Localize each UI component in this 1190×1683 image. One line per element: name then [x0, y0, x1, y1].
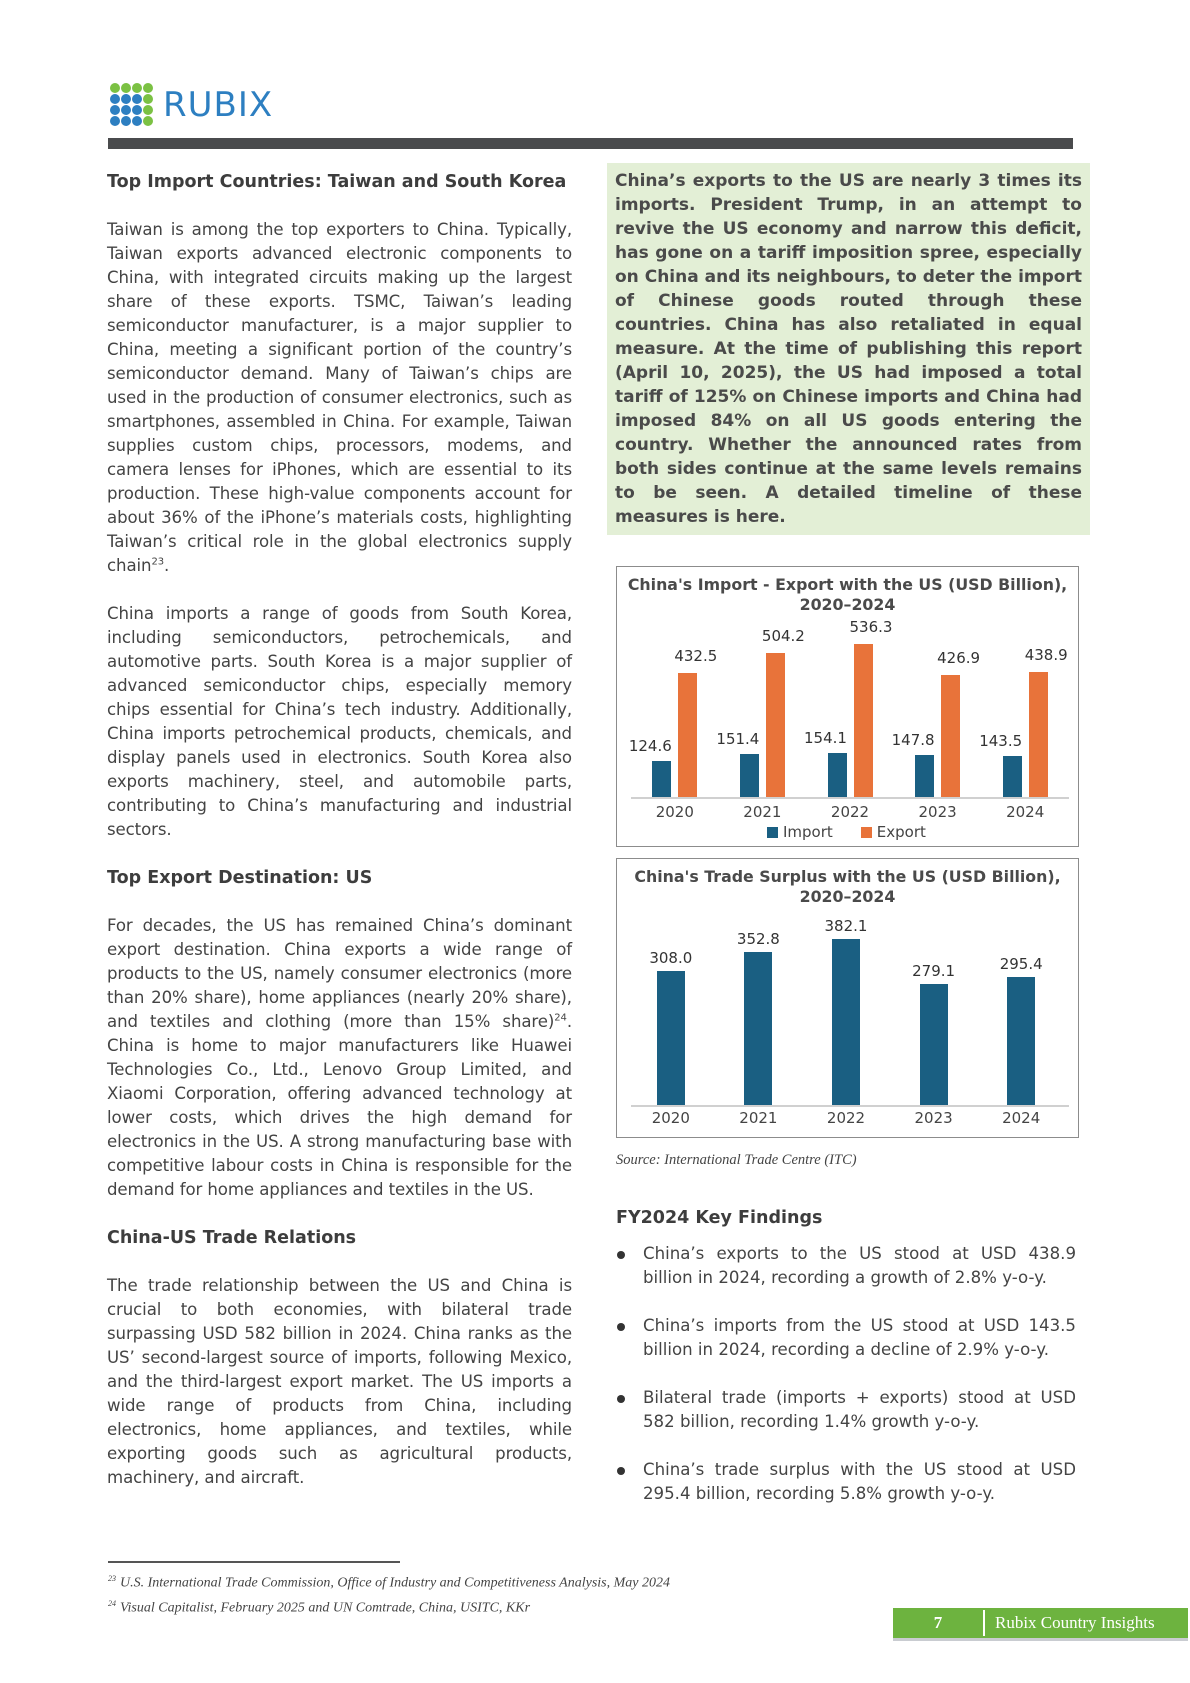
key-findings-heading: FY2024 Key Findings — [616, 1208, 823, 1228]
logo-dot — [132, 116, 142, 126]
footnote-text: Visual Capitalist, February 2025 and UN Comtrade, China, USITC, KKr — [120, 1600, 531, 1616]
data-label: 432.5 — [674, 647, 718, 666]
logo-dot — [110, 105, 120, 115]
data-label: 124.6 — [628, 737, 672, 756]
bar-export-2024 — [1029, 672, 1048, 797]
heading-top-export-destination: Top Export Destination: US — [107, 868, 373, 888]
paragraph-us-export — [107, 914, 572, 1202]
footnote-number: 23 — [108, 1574, 116, 1583]
chart-title-line2: 2020–2024 — [799, 887, 896, 906]
finding-text: Bilateral trade (imports + exports) stood at USD 582 billion, recording 1.4% growth y-o-y. — [643, 1388, 1076, 1431]
legend-swatch-import-icon — [767, 827, 778, 838]
chart-title-line1: China's Import - Export with the US (USD Billion), — [627, 575, 1068, 594]
x-axis-label: 2024 — [1002, 1109, 1041, 1127]
legend-label-export: Export — [876, 823, 926, 841]
chart-plot-area — [628, 617, 1069, 821]
bar-import-2021 — [740, 754, 759, 797]
bar-surplus-2023 — [920, 984, 948, 1105]
bar-export-2023 — [941, 675, 960, 797]
logo-dot — [143, 83, 153, 93]
list-item — [616, 1242, 1076, 1290]
data-label: 308.0 — [649, 949, 693, 968]
finding-text: China’s trade surplus with the US stood at USD 295.4 billion, recording 5.8% growth y-o-y. — [643, 1460, 1076, 1503]
key-findings-list — [616, 1242, 1076, 1530]
left-column — [107, 170, 572, 1514]
bar-surplus-2021 — [744, 952, 772, 1105]
chart-baseline — [631, 797, 1069, 799]
bullet-icon — [617, 1467, 625, 1475]
x-axis-label: 2023 — [914, 1109, 953, 1127]
footnote-ref-24[interactable]: 24 — [554, 1012, 567, 1024]
data-label: 426.9 — [937, 649, 981, 668]
bar-import-2024 — [1003, 756, 1022, 797]
logo-dot — [143, 105, 153, 115]
finding-text: China’s exports to the US stood at USD 438.9 billion in 2024, recording a growth of 2.8% y-o-y. — [643, 1244, 1076, 1287]
list-item — [616, 1386, 1076, 1434]
trade-surplus-chart — [616, 858, 1079, 1138]
bar-surplus-2020 — [657, 971, 685, 1105]
footnote-ref-23[interactable]: 23 — [151, 556, 164, 568]
logo-dot — [121, 94, 131, 104]
bullet-icon — [617, 1395, 625, 1403]
logo-dot — [121, 105, 131, 115]
x-axis-label: 2020 — [655, 803, 694, 821]
logo-dot — [110, 83, 120, 93]
heading-top-import-countries: Top Import Countries: Taiwan and South Korea — [107, 172, 567, 192]
paragraph-south-korea: China imports a range of goods from South Korea, including semiconductors, petrochemicals, and automotive parts. South Korea is a major supplier of advanced semiconductor chips, especially memory chips essential for China’s tech industry. Additionally, China imports petrochemical products, chemicals, and display panels used in electronics. South Korea also exports machinery, steel, and automobile parts, contributing to China’s manufacturing and industrial sectors. — [107, 604, 572, 839]
rubix-logo — [110, 83, 273, 126]
header-rule — [108, 138, 1073, 149]
data-label: 438.9 — [1024, 645, 1068, 664]
x-axis-label: 2021 — [743, 803, 782, 821]
heading-china-us-trade-relations: China-US Trade Relations — [107, 1228, 357, 1248]
paragraph-trade-relations: The trade relationship between the US and China is crucial to both economies, with bilateral trade surpassing USD 582 billion in 2024. China ranks as the US’ second-largest source of imports, following Mexico, and the third-largest export market. The US imports a wide range of products from China, including electronics, home appliances, and textiles, while exporting goods such as agricultural products, machinery, and aircraft. — [107, 1276, 572, 1487]
logo-dots-icon — [110, 83, 153, 126]
right-column — [607, 163, 1092, 535]
chart-legend — [767, 823, 954, 841]
bar-surplus-2022 — [832, 939, 860, 1105]
data-label: 143.5 — [979, 732, 1023, 750]
bar-import-2022 — [828, 753, 847, 797]
footnote-23 — [108, 1569, 670, 1594]
chart-title-line1: China's Trade Surplus with the US (USD Billion), — [634, 867, 1061, 886]
list-item — [616, 1458, 1076, 1506]
logo-dot — [121, 116, 131, 126]
logo-dot — [132, 94, 142, 104]
x-axis-label: 2022 — [830, 803, 870, 821]
x-axis-label: 2024 — [1006, 803, 1045, 821]
page-number: 7 — [933, 1613, 943, 1632]
footnote-text: U.S. International Trade Commission, Office of Industry and Competitiveness Analysis, May 2024 — [120, 1575, 670, 1591]
bar-export-2021 — [766, 653, 785, 797]
footnote-divider — [108, 1561, 400, 1563]
bar-export-2022 — [854, 644, 873, 797]
logo-dot — [110, 116, 120, 126]
paragraph-text: . China is home to major manufacturers like Huawei Technologies Co., Ltd., Lenovo Group Limited, and Xiaomi Corporation, offering advanced technology at lower costs, which drives the high demand for electronics in the US. A strong manufacturing base with competitive labour costs in China is responsible for the demand for home appliances and textiles in the US. — [107, 1012, 572, 1199]
data-label: 295.4 — [999, 954, 1043, 973]
legend-item-import — [767, 823, 833, 841]
bar-import-2023 — [915, 755, 934, 797]
import-export-chart — [616, 566, 1079, 847]
bullet-icon — [617, 1323, 625, 1331]
list-item — [616, 1314, 1076, 1362]
chart-title — [617, 575, 1078, 615]
chart-plot-area — [631, 916, 1069, 1127]
x-axis-label: 2020 — [651, 1109, 690, 1127]
bullet-icon — [617, 1251, 625, 1259]
x-axis-label: 2021 — [739, 1109, 778, 1127]
data-label: 352.8 — [736, 929, 780, 948]
data-label: 279.1 — [912, 961, 956, 980]
bar-surplus-2024 — [1007, 977, 1035, 1105]
logo-dot — [121, 83, 131, 93]
highlight-callout: China’s exports to the US are nearly 3 times its imports. President Trump, in an attempt to revive the US economy and narrow this deficit, has gone on a tariff imposition spree, especially on China and its neighbours, to deter the import of Chinese goods routed through these countries. China has also retaliated in equal measure. At the time of publishing this report (April 10, 2025), the US had imposed a total tariff of 125% on Chinese imports and China had imposed 84% on all US goods entering the country. Whether the announced rates from both sides continue at the same levels remains to be seen. A detailed timeline of these measures is here. — [607, 163, 1090, 535]
finding-text: China’s imports from the US stood at USD 143.5 billion in 2024, recording a decline of 2.9% y-o-y. — [643, 1316, 1076, 1359]
logo-dot — [132, 105, 142, 115]
x-axis-label: 2023 — [918, 803, 957, 821]
x-axis-label: 2022 — [826, 1109, 866, 1127]
logo-dot — [110, 94, 120, 104]
logo-dot — [143, 94, 153, 104]
chart-title-line2: 2020–2024 — [799, 595, 896, 614]
paragraph-taiwan — [107, 218, 572, 578]
bar-export-2020 — [678, 673, 697, 797]
legend-item-export — [861, 823, 926, 841]
data-label: 147.8 — [891, 730, 935, 749]
logo-dot — [143, 116, 153, 126]
logo-text: RUBIX — [163, 84, 274, 125]
data-label: 151.4 — [716, 729, 760, 748]
legend-label-import: Import — [783, 823, 833, 841]
data-label: 154.1 — [804, 728, 847, 747]
chart-title — [617, 867, 1078, 907]
chart-source: Source: International Trade Centre (ITC) — [616, 1152, 857, 1168]
paragraph-text: For decades, the US has remained China’s dominant export destination. China exports a wide range of products to the US, namely consumer electronics (more than 20% share), home appliances (nearly 20% share), and textiles and clothing (more than 15% share) — [107, 916, 572, 1031]
footnotes — [108, 1569, 670, 1618]
data-label: 536.3 — [849, 617, 893, 636]
legend-swatch-export-icon — [861, 827, 872, 838]
paragraph-end: . — [163, 556, 170, 575]
logo-dot — [132, 83, 142, 93]
footnote-number: 24 — [108, 1598, 116, 1608]
chart-baseline — [631, 1105, 1069, 1107]
paragraph-text: Taiwan is among the top exporters to China. Typically, Taiwan exports advanced electronic components to China, with integrated circuits making up the largest share of these exports. TSMC, Taiwan’s leading semiconductor manufacturer, is a major supplier to China, meeting a significant portion of the country’s semiconductor demand. Many of Taiwan’s chips are used in the production of consumer electronics, such as smartphones, assembled in China. For example, Taiwan supplies custom chips, processors, modems, and camera lenses for iPhones, which are essential to its production. These high-value components account for about 36% of the iPhone’s materials costs, highlighting Taiwan’s critical role in the global electronics supply chain — [107, 220, 572, 575]
page-footer — [893, 1608, 1188, 1641]
bar-import-2020 — [652, 761, 671, 797]
footer-title: Rubix Country Insights — [995, 1613, 1155, 1632]
data-label: 382.1 — [824, 916, 868, 935]
data-label: 504.2 — [761, 626, 805, 645]
footnote-24 — [108, 1594, 670, 1619]
